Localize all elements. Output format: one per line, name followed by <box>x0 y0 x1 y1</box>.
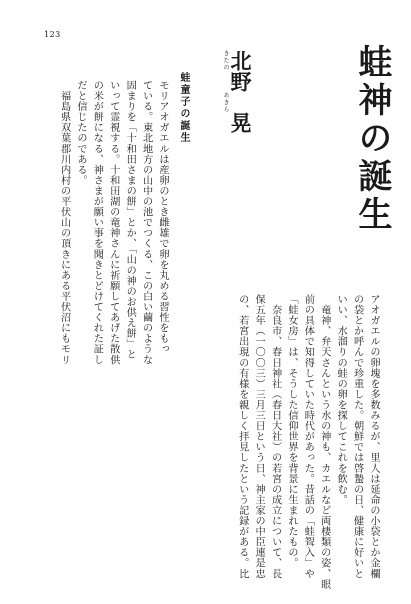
body-line: アオガエルの卵塊を多数みるが、里人は延命の小袋とか金欄 <box>368 294 379 579</box>
body-line: の、若宮出現の有様を親しく拝見したという記録がある。比 <box>236 294 248 579</box>
body-line: だと信じたのである。 <box>74 80 86 186</box>
article-title: 蛙神の誕生 <box>352 44 392 234</box>
body-line: の袋とか呼んで珍重した。朝鮮では啓蟄の日、健康に好いと <box>351 294 363 579</box>
body-line: モリアオガエルは産卵のとき雌雄で卵を丸める習性をもっ <box>157 80 168 355</box>
body-line: 前の具体で知得していた時代があった。昔話の「蛙聟入」や <box>302 294 314 579</box>
author-name <box>230 50 251 133</box>
author-ruby-family: きたの <box>222 50 229 71</box>
body-line: いい、水溜りの蛙の卵を探してこれを飲む。 <box>335 294 347 505</box>
body-text-lower <box>169 294 381 590</box>
author-ruby-given: あきら <box>222 92 229 113</box>
section-heading: 蛙童子の誕生 <box>178 72 189 144</box>
body-line: 福島県双葉郡川内村の平伏山の頂きにある平伏沼にもモリ <box>58 80 70 365</box>
body-line: ている。東北地方の山中の池でつくる、この白い繭のような <box>140 80 152 365</box>
body-line: いって霊視する。十和田湖の竜神さんに祈願してあげた散供 <box>107 80 119 365</box>
body-line: の米が餅になる、神さまが願い事を聞きとどけてくれた証し <box>91 80 103 365</box>
body-text-upper <box>48 80 170 365</box>
body-line: 「蛙女房」は、そうした信仰世界を背景に生まれたもの。 <box>285 294 297 569</box>
body-line: 保五年（一〇〇三）三月三日という日、神主家の中臣連是忠 <box>253 294 265 579</box>
author-family-name: 北野 <box>228 50 253 92</box>
page-number: 123 <box>44 30 61 39</box>
body-line: 奈良市、春日神社（春日大社）の若宮の成立について、長 <box>269 294 281 579</box>
author-given-name: 晃 <box>228 112 253 133</box>
body-line: 固まりを「十和田さまの餅」とか、「山の神のお供え餅」と <box>124 80 136 360</box>
body-line: 竜神、弁天さんという水の神も、カエルなど両棲類の姿、眼 <box>318 294 330 590</box>
